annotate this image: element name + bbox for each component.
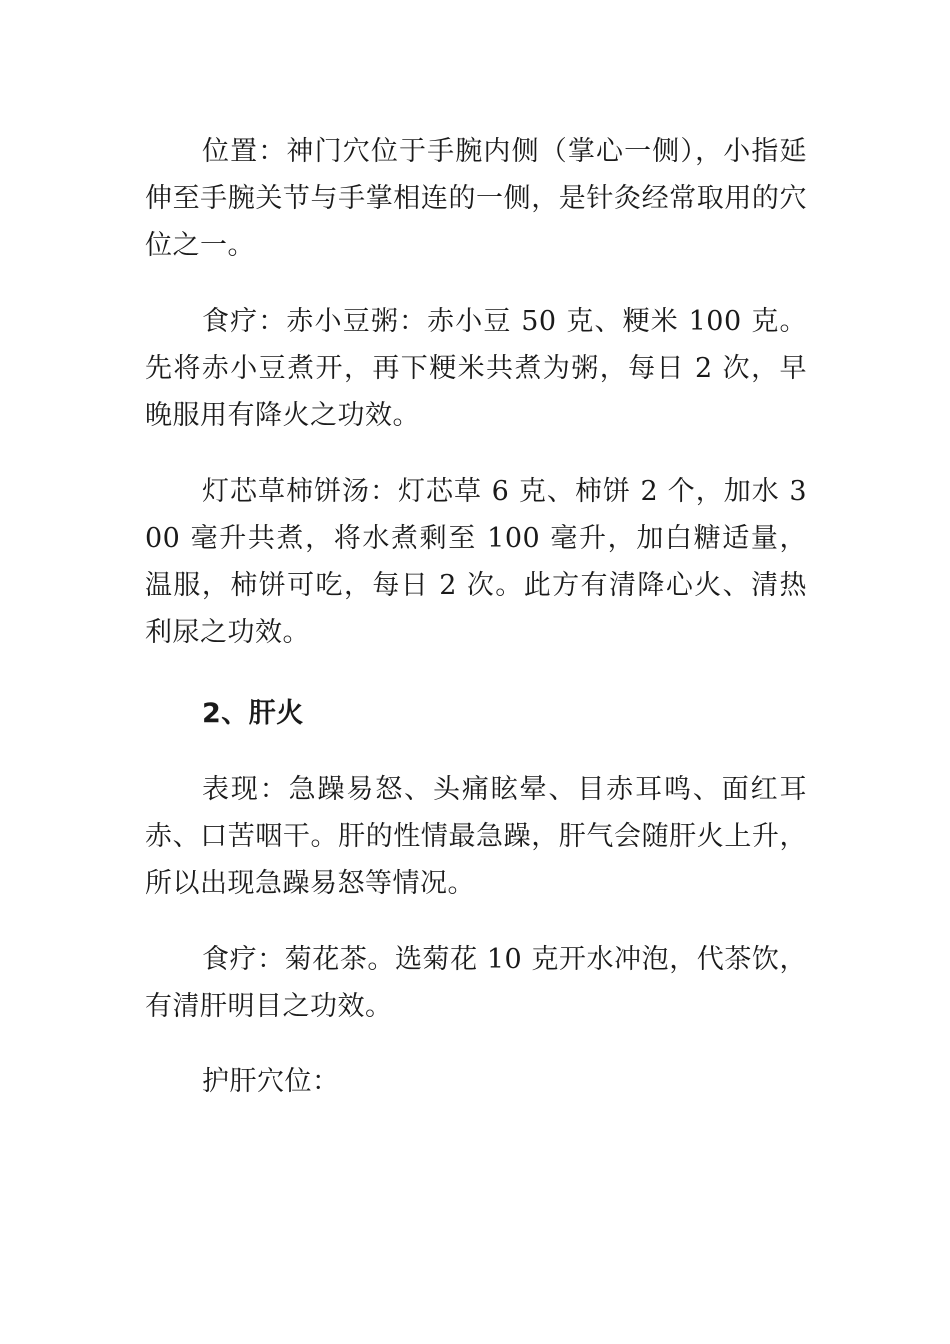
paragraph-rush-persimmon-soup: 灯芯草柿饼汤：灯芯草 6 克、柿饼 2 个，加水 300 毫升共煮，将水煮剩至 100 毫升，加白糖适量，温服，柿饼可吃，每日 2 次。此方有清降心火、清热利尿之功效。 (145, 476, 807, 648)
paragraph-red-bean-porridge: 食疗：赤小豆粥：赤小豆 50 克、粳米 100 克。先将赤小豆煮开，再下粳米共煮为粥，每日 2 次，早晚服用有降火之功效。 (145, 306, 807, 431)
paragraph-liver-acupoints: 护肝穴位： (202, 1066, 340, 1097)
section-heading-liver-fire: 2、肝火 (202, 698, 304, 729)
paragraph-liver-fire-symptoms: 表现：急躁易怒、头痛眩晕、目赤耳鸣、面红耳赤、口苦咽干。肝的性情最急躁，肝气会随肝火上升，所以出现急躁易怒等情况。 (145, 774, 807, 899)
paragraph-chrysanthemum-tea: 食疗：菊花茶。选菊花 10 克开水冲泡，代茶饮，有清肝明目之功效。 (145, 944, 807, 1022)
paragraph-shenmen-location: 位置：神门穴位于手腕内侧（掌心一侧），小指延伸至手腕关节与手掌相连的一侧，是针灸经常取用的穴位之一。 (145, 136, 807, 261)
